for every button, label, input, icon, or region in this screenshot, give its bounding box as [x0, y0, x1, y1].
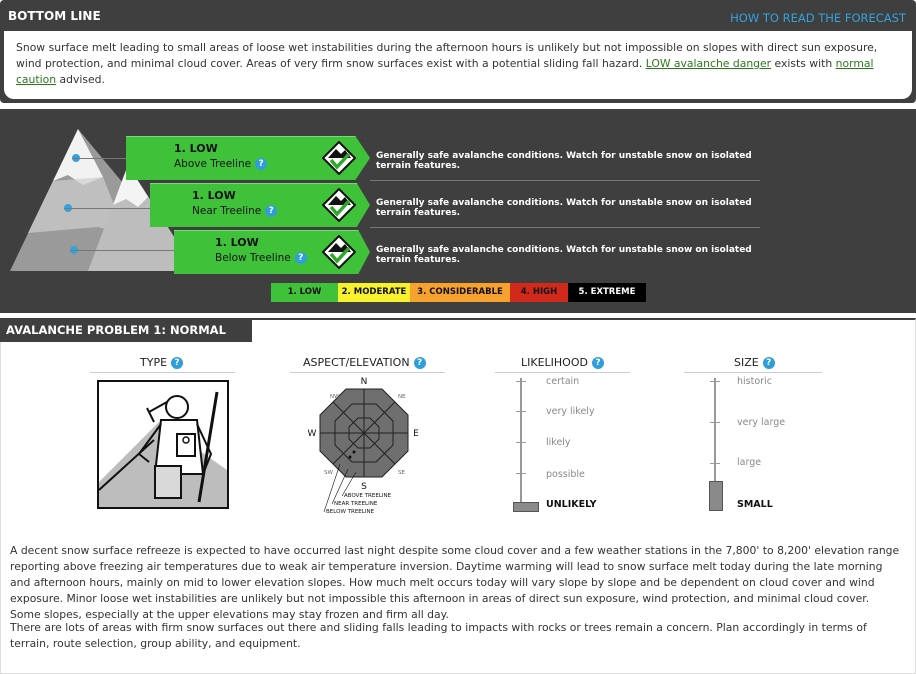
- bottom-line-title: BOTTOM LINE: [8, 9, 101, 23]
- scale-high: 4. HIGH: [510, 283, 568, 302]
- discussion-paragraph-1: A decent snow surface refreeze is expected to have occurred last night despite some cloud cover and a few weather stations in the 7,800' to 8,200' elevation range reporting above freezing air temperatures due to weak air temperature inversion. Daytime warming will lead to snow surface melt today during the late morning and afternoon hours, mainly on mid to lower elevation slopes. How much melt occurs today will vary slope by slope and be dependent on cloud cover and wind exposure. Minor loose wet instabilities are unlikely but not impossible this afternoon in areas of direct sun exposure, wind protection, and minimal cloud cover. Some slopes, especially at the upper elevations may stay frozen and firm all day.: [10, 544, 900, 621]
- low-danger-icon: [322, 188, 356, 222]
- problem-type-image: [97, 380, 229, 509]
- size-small: SMALL: [737, 499, 773, 510]
- likelihood-likely: likely: [546, 437, 571, 448]
- help-icon[interactable]: ?: [592, 357, 604, 369]
- likelihood-very-likely: very likely: [546, 406, 595, 417]
- scale-extreme: 5. EXTREME: [568, 283, 646, 302]
- help-icon[interactable]: ?: [171, 357, 183, 369]
- bottom-line-text-3: advised.: [56, 73, 105, 86]
- type-title: TYPE: [140, 356, 168, 369]
- danger-desc-near: Generally safe avalanche conditions. Watch for unstable snow on isolated terrain features.: [376, 198, 752, 218]
- danger-row-below-treeline: [126, 230, 776, 274]
- low-danger-icon: [322, 235, 356, 269]
- help-icon[interactable]: ?: [295, 252, 307, 264]
- danger-row-above-treeline: [126, 136, 776, 180]
- rose-ne: NE: [398, 394, 406, 400]
- danger-desc-above: Generally safe avalanche conditions. Watch for unstable snow on isolated terrain features.: [376, 151, 752, 171]
- discussion-paragraph-2: There are lots of areas with firm snow surfaces out there and sliding falls leading to impacts with rocks or trees remain a concern. Plan accordingly in terms of terrain, route selection, group ability, and equipment.: [10, 621, 867, 650]
- bottom-line-text-1: Snow surface melt leading to small areas of loose wet instabilities during the afternoon hours is unlikely but not impossible on slopes with direct sun exposure, wind protection, and minimal cloud cover. Areas of very firm snow surfaces exist with a potential sliding fall hazard.: [16, 41, 878, 70]
- rose-n: N: [360, 377, 368, 387]
- scale-low: 1. LOW: [271, 283, 338, 302]
- danger-level-below: 1. LOW: [215, 236, 259, 249]
- scale-considerable: 3. CONSIDERABLE: [410, 283, 510, 302]
- danger-level-above: 1. LOW: [174, 142, 218, 155]
- aspect-title: ASPECT/ELEVATION: [303, 356, 410, 369]
- size-title: SIZE: [734, 356, 759, 369]
- likelihood-unlikely: UNLIKELY: [546, 499, 597, 510]
- size-very-large: very large: [737, 417, 786, 428]
- help-icon[interactable]: ?: [414, 357, 426, 369]
- zone-below-treeline: Below Treeline: [215, 252, 291, 264]
- rose-e: E: [413, 429, 419, 439]
- scale-moderate: 2. MODERATE: [338, 283, 410, 302]
- rose-w: W: [307, 429, 317, 439]
- how-to-read-link[interactable]: HOW TO READ THE FORECAST: [730, 11, 906, 25]
- bottom-line-text: [4, 31, 912, 99]
- zone-above-treeline: Above Treeline: [174, 158, 252, 170]
- low-danger-icon: [322, 141, 356, 175]
- normal-caution-link[interactable]: normal caution: [16, 57, 874, 86]
- rose-sw: SW: [324, 470, 333, 476]
- problem-title: AVALANCHE PROBLEM 1: NORMAL CAUTION: [0, 318, 252, 342]
- help-icon[interactable]: ?: [763, 357, 775, 369]
- likelihood-possible: possible: [546, 469, 585, 480]
- rose-s: S: [361, 482, 367, 492]
- danger-desc-below: Generally safe avalanche conditions. Watch for unstable snow on isolated terrain features.: [376, 245, 752, 265]
- help-icon[interactable]: ?: [265, 205, 277, 217]
- rose-se: SE: [398, 470, 405, 476]
- rose-above-treeline: ABOVE TREELINE: [344, 493, 392, 499]
- size-large: large: [737, 457, 762, 468]
- bottom-line-panel: [0, 0, 916, 103]
- rose-nw: NW: [330, 394, 340, 400]
- rose-below-treeline: BELOW TREELINE: [326, 509, 375, 515]
- size-historic: historic: [737, 376, 772, 387]
- likelihood-certain: certain: [546, 376, 580, 387]
- danger-row-near-treeline: [126, 183, 776, 227]
- aspect-elevation-rose: [302, 376, 432, 516]
- bottom-line-text-2: exists with: [771, 57, 836, 70]
- low-danger-link[interactable]: LOW avalanche danger: [645, 57, 772, 70]
- rose-near-treeline: NEAR TREELINE: [334, 501, 378, 507]
- danger-level-near: 1. LOW: [192, 189, 236, 202]
- zone-near-treeline: Near Treeline: [192, 205, 262, 217]
- help-icon[interactable]: ?: [255, 158, 267, 170]
- likelihood-title: LIKELIHOOD: [521, 356, 588, 369]
